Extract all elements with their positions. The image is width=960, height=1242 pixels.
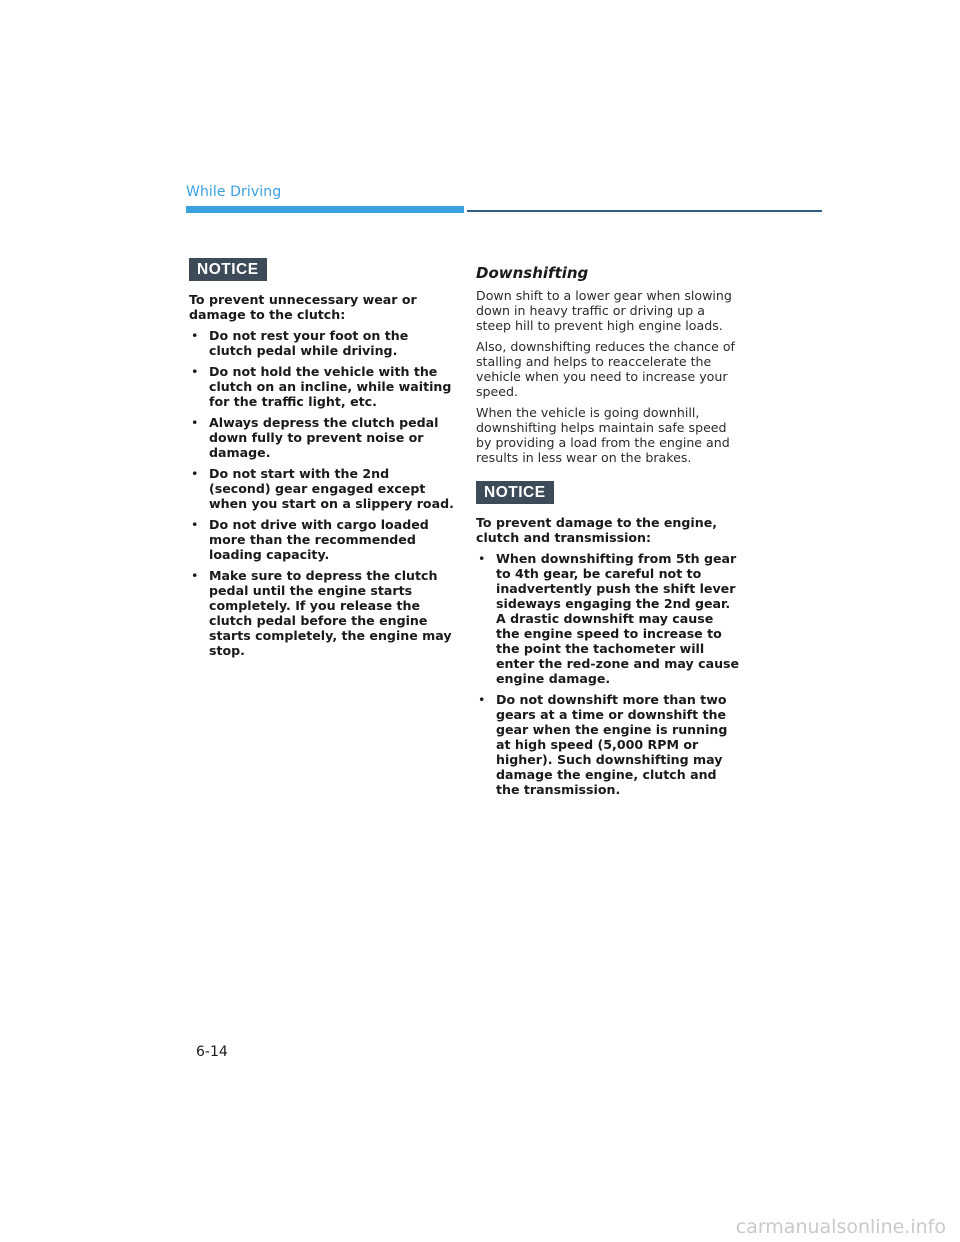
header-rule bbox=[467, 210, 822, 212]
right-notice bbox=[476, 481, 740, 797]
list-item bbox=[189, 517, 454, 562]
list-item-text: Do not start with the 2nd (second) gear engaged except when you start on a slippery road. bbox=[209, 466, 454, 511]
header-accent-bar bbox=[186, 206, 464, 213]
list-item-text: Make sure to depress the clutch pedal until the engine starts completely. If you release the clutch pedal before the engine starts completely, the engine may stop. bbox=[209, 568, 452, 658]
notice-list bbox=[189, 328, 454, 658]
section-title: While Driving bbox=[186, 184, 282, 200]
notice-intro: To prevent unnecessary wear or damage to the clutch: bbox=[189, 292, 417, 322]
list-item bbox=[476, 692, 740, 797]
list-item-text: Do not hold the vehicle with the clutch on an incline, while waiting for the traffic light, etc. bbox=[209, 364, 452, 409]
list-item bbox=[189, 466, 454, 511]
notice-badge: NOTICE bbox=[476, 481, 554, 504]
list-item-text: Always depress the clutch pedal down fully to prevent noise or damage. bbox=[209, 415, 439, 460]
bullet-icon: • bbox=[478, 692, 486, 707]
watermark: carmanualsonline.info bbox=[735, 1216, 946, 1238]
right-column bbox=[476, 258, 740, 803]
bullet-icon: • bbox=[191, 466, 199, 481]
list-item-text: Do not rest your foot on the clutch pedal while driving. bbox=[209, 328, 409, 358]
list-item-text: Do not drive with cargo loaded more than the recommended loading capacity. bbox=[209, 517, 429, 562]
paragraph: Down shift to a lower gear when slowing down in heavy traffic or driving up a steep hill to prevent high engine loads. bbox=[476, 288, 732, 333]
list-item bbox=[189, 364, 454, 409]
bullet-icon: • bbox=[191, 568, 199, 583]
list-item-text: Do not downshift more than two gears at a time or downshift the gear when the engine is running at high speed (5,000 RPM or higher). Such downshifting may damage the engine, clutch and the transmission. bbox=[496, 692, 728, 797]
list-item-text: When downshifting from 5th gear to 4th gear, be careful not to inadvertently push the shift lever sideways engaging the 2nd gear. A drastic downshift may cause the engine speed to increase to the point the tachometer will enter the red-zone and may cause engine damage. bbox=[496, 551, 740, 686]
bullet-icon: • bbox=[191, 364, 199, 379]
bullet-icon: • bbox=[191, 415, 199, 430]
bullet-icon: • bbox=[191, 328, 199, 343]
page-number: 6-14 bbox=[196, 1044, 228, 1060]
downshifting-heading: Downshifting bbox=[476, 264, 589, 282]
notice-badge: NOTICE bbox=[189, 258, 267, 281]
list-item bbox=[189, 568, 454, 658]
list-item bbox=[476, 551, 740, 686]
notice-list bbox=[476, 551, 740, 797]
bullet-icon: • bbox=[478, 551, 486, 566]
list-item bbox=[189, 415, 454, 460]
left-column bbox=[189, 258, 454, 664]
list-item bbox=[189, 328, 454, 358]
bullet-icon: • bbox=[191, 517, 199, 532]
notice-intro: To prevent damage to the engine, clutch and transmission: bbox=[476, 515, 718, 545]
paragraph: Also, downshifting reduces the chance of stalling and helps to reaccelerate the vehicle when you need to increase your speed. bbox=[476, 339, 735, 399]
paragraph: When the vehicle is going downhill, downshifting helps maintain safe speed by providing a load from the engine and results in less wear on the brakes. bbox=[476, 405, 730, 465]
